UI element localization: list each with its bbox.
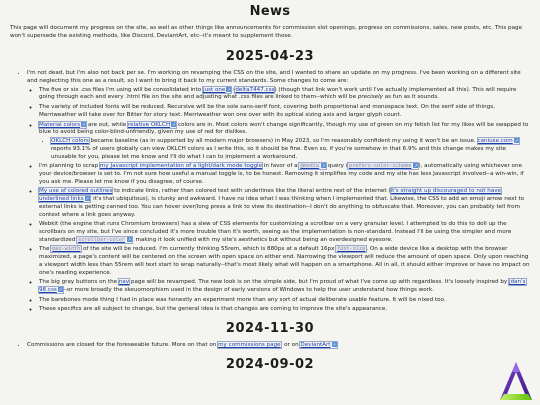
oklch-sublist — [39, 138, 530, 161]
external-link-icon: ↗ — [127, 236, 132, 242]
section-date-2024-09-02: 2024-09-02 — [225, 356, 315, 372]
scrollbar-color-link[interactable]: scrollbar-color ↗ — [78, 236, 132, 243]
list-item: • OKLCH colors became baseline (as in supported by all modern major browsers) in May 2023, so I'm reasonably confident my using it won't be an issue. caniuse.com ↗ reports 93.1% of users globally can view OKLCH colors as I write this, so it should be fine. Even so, if you're somehow in that 6.9% and this change makes my site unusable for you, please let me know and I'll do what I can to implement a workaround. — [51, 138, 530, 161]
colored-outlines-link[interactable]: My use of colored outlines — [39, 188, 113, 195]
delta-logo — [498, 360, 534, 402]
list-item: ◦ Webkit (the engine that runs Chromium browsers) has a slew of CSS elements for customizing a scrollbar on a very granular level. I attempted to do this to doll up the scrollbars on my site, but I've since concluded it's more trouble than it's worth, seeing as the implementation is non-standard. Instead I'll be using the simpler and more standardized scrollbar-color ↗, making it look unified with my site's aesthetics but without being an overdesigned eyesore. — [39, 221, 530, 244]
material-colors-link[interactable]: Material colors ↗ — [39, 121, 86, 128]
external-link-icon: ↗ — [58, 287, 62, 292]
list-item: ◦ I'm planning to scrap my Javascript implementation of a light/dark mode toggle in favor of a @media ↗ query (prefers-color-scheme ↗), automatically using whichever one your device/browser is set to. I'm not sure how useful a manual toggle is, to be honest. Removing it simplifies my code and my site has less Javascript involved--a win-win, if you ask me. Please let me know if you disagree, of course. — [39, 163, 530, 186]
list-item: ◦ The big gray buttons on the nav page will be revamped. The new look is on the simple side, but I'm proud of what I've come up with regardless. It's loosely inspired by jdan's 98.css ↗--or more broadly the skeuomorphism used in the design of early versions of Windows to help the user understand how things work. — [39, 279, 530, 294]
just-one-link[interactable]: just one ↗ — [202, 86, 231, 93]
section-date-2025-04-23: 2025-04-23 — [225, 49, 315, 65]
section-date-2024-11-30: 2024-11-30 — [225, 321, 315, 337]
delta7447-css-link[interactable]: delta7447.css — [235, 86, 275, 93]
external-link-icon: ↗ — [321, 163, 326, 169]
list-item: ◦ My use of colored outlines to indicate links, rather than colored text with underlines like the literal entire rest of the internet (it's straight up discouraged to not have underlined links ↗, it's that ubiquitous), is clunky and awkward. I have no idea what I was thinking when I implemented that. Likewise, the CSS to add an emoji arrow next to external links is getting canned too. You can hover over/long press a link to view its destination--I don't do anything to obfuscate that. Moreover, you can probably tell from context where a link goes anyway. — [39, 188, 530, 219]
commissions-page-link[interactable]: my commissions page — [218, 342, 281, 349]
list-item: ◦ The max-width of the site will be reduced. I'm currently thinking 55rem, which is 880px at a default 16px font-size. On a wide device like a desktop with the browser maximized, a page's content will be centered on the screen with open space on either end. Narrowing the viewport will reduce the amount of open space. Only upon reaching a viewport width less than 55rem will text start to wrap naturally--that's most likely what will happen on a smartphone. All in all, it should either improve or have no impact on one's reading experience. — [39, 246, 530, 277]
list-item: ◦ The barebones mode thing I had in place was honestly an experiment more than any sort of actual deliberate usable feature. It will be nixed too. — [39, 297, 530, 305]
external-link-icon: ↗ — [85, 196, 89, 202]
external-link-icon: ↗ — [514, 138, 518, 144]
external-link-icon: ↗ — [332, 342, 336, 348]
page-title: News — [249, 4, 291, 19]
external-link-icon: ↗ — [82, 121, 86, 127]
font-size-link[interactable]: font-size — [337, 246, 366, 253]
news-list-2025-04-23 — [10, 70, 530, 314]
external-link-icon: ↗ — [414, 163, 418, 169]
list-item: ◦ Material colors ↗ are out, while relative OKLCH ↗ colors are in. Most colors won't change significantly, though my use of green on my fetish list for my likes will be swapped to blue to avoid being color-blind-unfriendly, given my use of red for dislikes. • OKLCH colors became baseline (as in supported by all modern major browsers) in May 2023, so I'm reasonably confident my using it won't be an issue. caniuse.com ↗ reports 93.1% of users globally can view OKLCH colors as I write this, so it should be fine. Even so, if you're somehow in that 6.9% and this change makes my site unusable for you, please let me know and I'll do what I can to implement a workaround. — [39, 122, 530, 162]
list-item: ◦ These specifics are all subject to change, but the general idea is that changes are coming to improve the site's appearance. — [39, 306, 530, 314]
list-item: ◦ The five or six .css files I'm using will be consolidated into just one ↗ (delta7447.css) (though that link won't work until I've actually implemented all this). This will require going through each and every .html file on the site and adjusting what .css files are linked to them--which will be precisely as fun as it sounds. — [39, 87, 530, 102]
prefers-color-scheme-link[interactable]: prefers-color-scheme ↗ — [348, 163, 418, 170]
external-link-icon: ↗ — [171, 121, 176, 127]
nav-page-link[interactable]: nav — [118, 279, 130, 286]
news-list-2024-11-30 — [10, 342, 530, 350]
list-item: • I'm not dead, but I'm also not back per se. I'm working on revamping the CSS on the site, and I wanted to share an update on my progress. I've been working on a different site and neglecting this one as a result, so I want to bring it back to my current standards. Some changes to come are: ◦ The five or six .css files I'm using will be consolidated into just one ↗ (delta7447.css) (though that link won't work until I've actually implemented all this). This will require going through each and every .html file on the site and adjusting what .css files are linked to them--which will be precisely as fun as it sounds. ◦ The variety of included fonts will be reduced. Recursive will be the sole sans-serif font, covering both proportional and monospace text. On the serif side of things, Merriweather will take over for Bitter for story text. Merriweather won one over with its optical sizing axis and larger glyph count. ◦ Material colors ↗ are out, while relative OKLCH ↗ colors are in. Most colors won't change significantly, though my use of green on my fetish list for my likes will be swapped to blue to avoid being color-blind-unfriendly, given my use of red for dislikes. • OKLCH colors became baseline (as in supported by all modern major browsers) in May 2023, so I'm reasonably confident my using it won't be an issue. caniuse.com ↗ reports 93.1% of users globally can view OKLCH colors as I write this, so it should be fine. Even so, if you're somehow in that 6.9% and this change makes my site unusable for you, please let me know and I'll do what I can to implement a workaround. ◦ I'm planning to scrap my Javascript implementation of a light/dark mode toggle in favor of a @media ↗ query (prefers-color-scheme ↗), automatically using whichever one your device/browser is set to. I'm not sure how useful a manual toggle is, to be honest. Removing it simplifies my code and my site has less Javascript involved--a win-win, if you ask me. Please let me know if you disagree, of course. ◦ My use of colored outlines to indicate links, rather than colored text with underlines like the literal entire rest of the internet (it's straight up discouraged to not have underlined links ↗, it's that ubiquitous), is clunky and awkward. I have no idea what I was thinking when I implemented that. Likewise, the CSS to add an emoji arrow next to external links is getting canned too. You can hover over/long press a link to view its destination--I don't do anything to obfuscate that. Moreover, you can probably tell from context where a link goes anyway. ◦ Webkit (the engine that runs Chromium browsers) has a slew of CSS elements for customizing a scrollbar on a very granular level. I attempted to do this to doll up the scrollbars on my site, but I've since concluded it's more trouble than it's worth, seeing as the implementation is non-standard. Instead I'll be using the simpler and more standardized scrollbar-color ↗, making it look unified with my site's aesthetics but without being an overdesigned eyesore. ◦ The max-width of the site will be reduced. I'm currently thinking 55rem, which is 880px at a default 16px font-size. On a wide device like a desktop with the browser maximized, a page's content will be centered on the screen with open space on either end. Narrowing the viewport will reduce the amount of open space. Only upon reaching a viewport width less than 55rem will text start to wrap naturally--that's most likely what will happen on a smartphone. All in all, it should either improve or have no impact on one's reading experience. ◦ The big gray buttons on the nav page will be revamped. The new look is on the simple side, but I'm proud of what I've come up with regardless. It's loosely inspired by jdan's 98.css ↗--or more broadly the skeuomorphism used in the design of early versions of Windows to help the user understand how things work. ◦ The barebones mode thing I had in place was honestly an experiment more than any sort of actual deliberate usable feature. It will be nixed too. ◦ These specifics are all subject to change, but the general idea is that changes are coming to improve the site's appearance. — [27, 70, 530, 314]
changes-list — [27, 87, 530, 314]
jdan-98css-link[interactable]: jdan's 98.css ↗ — [39, 279, 526, 293]
intro-text: This page will document my progress on the site, as well as other things like announcements for commission slot openings, progress on commissions, sales, new posts, etc. This page won't supersede the existing methods, like Discord, DeviantArt, etc--it's meant to supplement those. — [10, 24, 523, 39]
list-item: • Commissions are closed for the foreseeable future. More on that on my commissions page, or on DeviantArt ↗. — [27, 342, 530, 350]
list-item: ◦ The variety of included fonts will be reduced. Recursive will be the sole sans-serif font, covering both proportional and monospace text. On the serif side of things, Merriweather will take over for Bitter for story text. Merriweather won one over with its optical sizing axis and larger glyph count. — [39, 104, 530, 119]
max-width-link[interactable]: max-width — [52, 246, 81, 253]
relative-oklch-link[interactable]: relative OKLCH ↗ — [127, 121, 176, 128]
deviantart-link[interactable]: DeviantArt ↗ — [300, 342, 336, 349]
oklch-colors-link[interactable]: OKLCH colors — [51, 138, 89, 145]
media-query-link[interactable]: @media ↗ — [300, 163, 326, 170]
underlined-links-link[interactable]: it's straight up discouraged to not have underlined links ↗ — [39, 188, 501, 203]
caniuse-link[interactable]: caniuse.com ↗ — [477, 138, 518, 145]
dark-mode-toggle-link[interactable]: my Javascript implementation of a light/dark mode toggle — [99, 163, 263, 170]
external-link-icon: ↗ — [227, 86, 231, 92]
